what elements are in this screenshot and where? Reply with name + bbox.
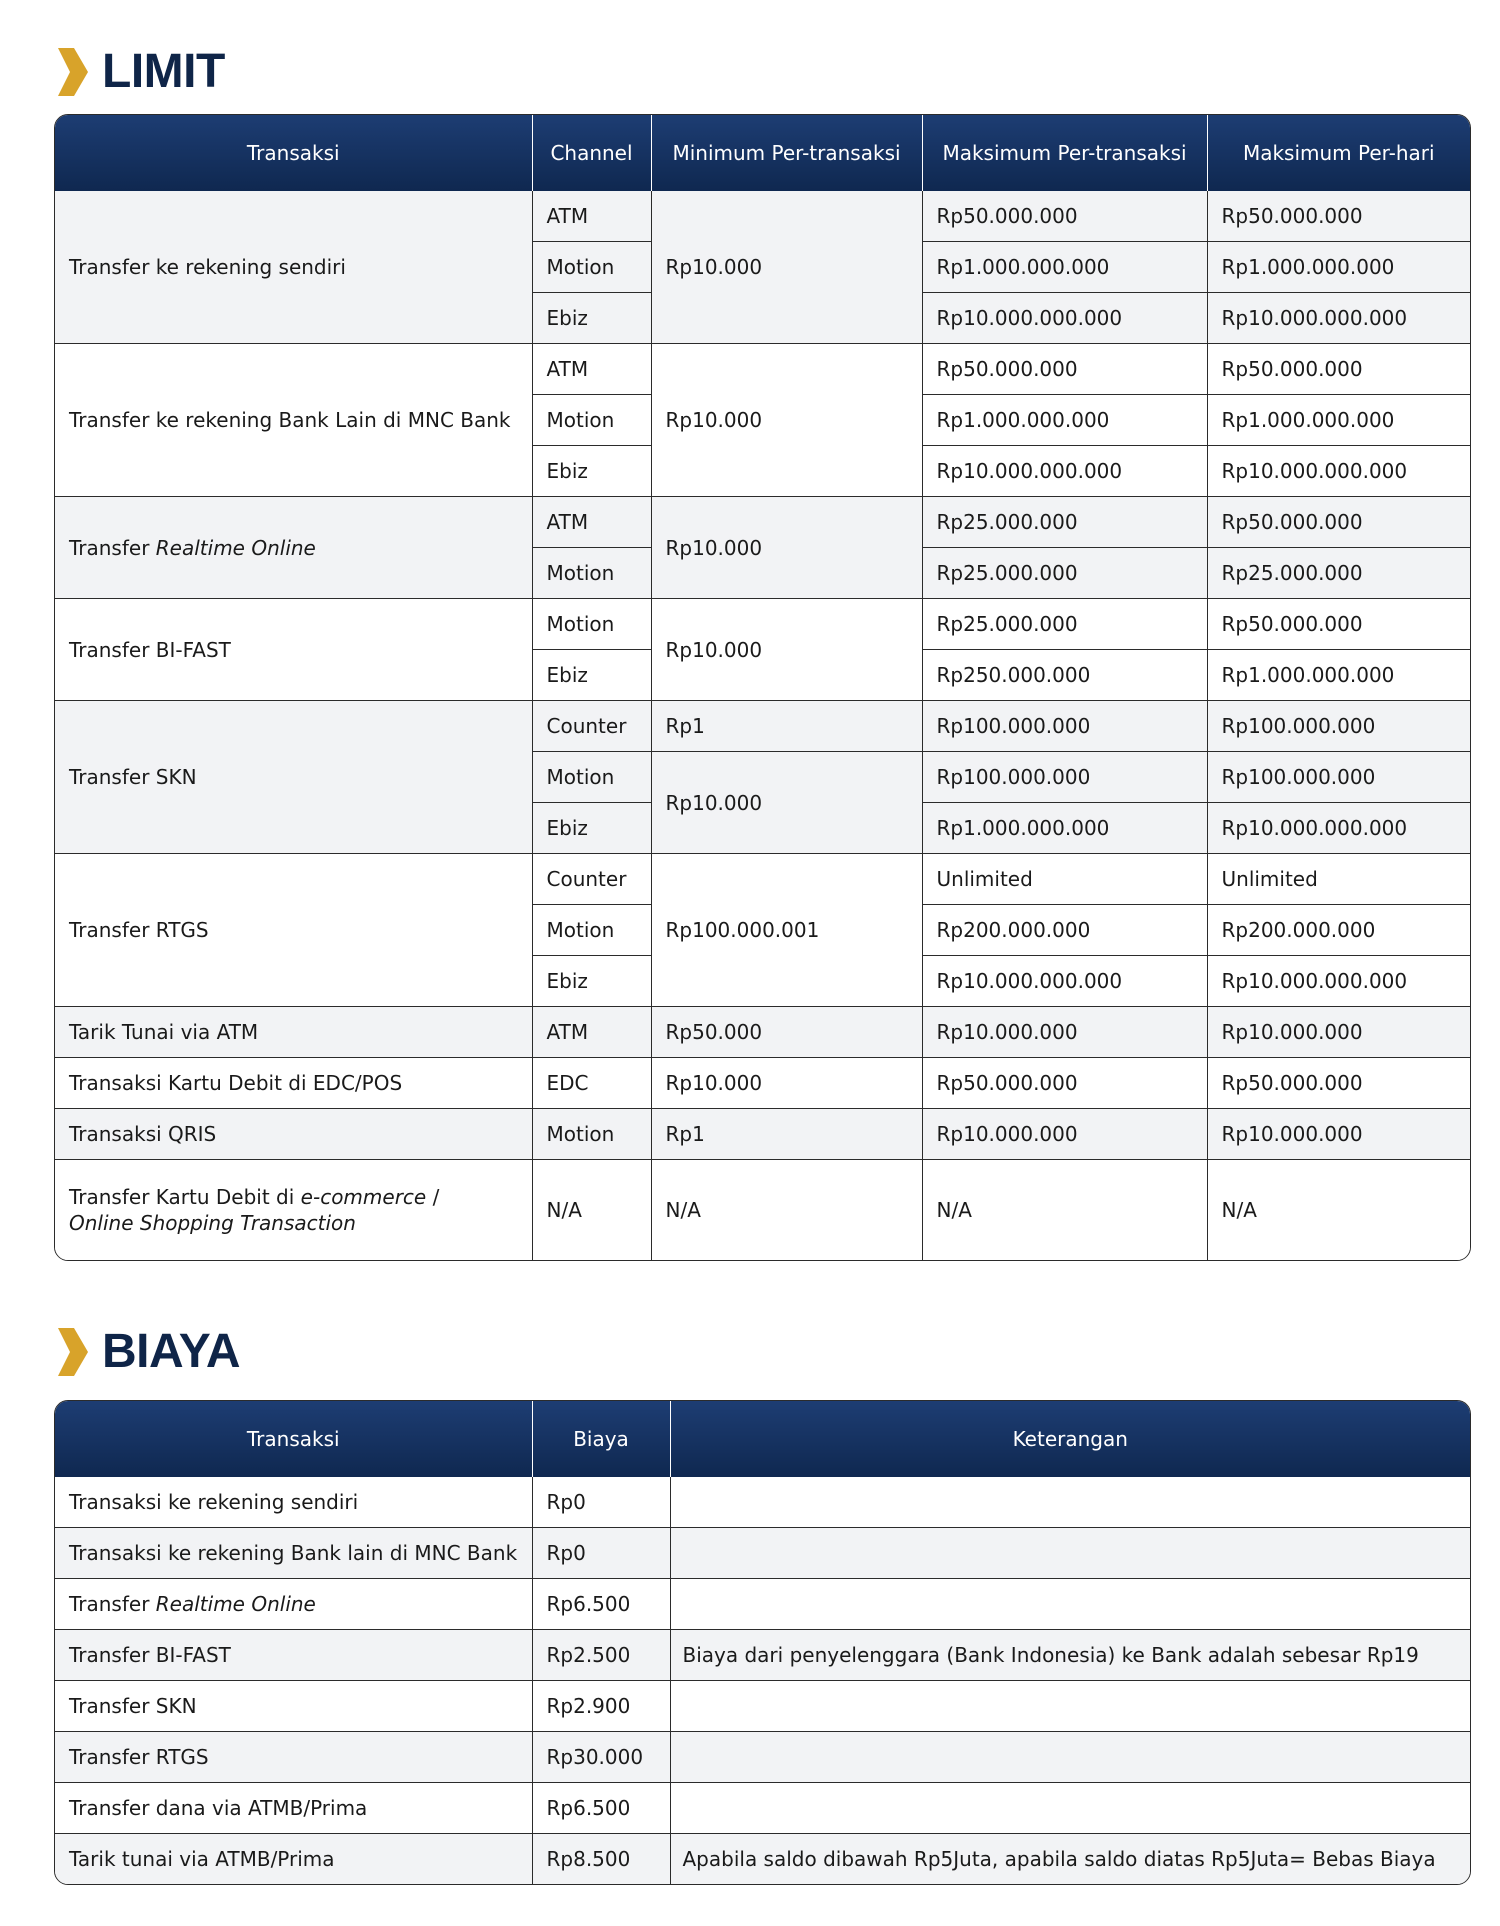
table-row [55,191,1470,242]
chevron-right-icon [56,46,90,98]
channel-cell: Ebiz [532,293,651,344]
label-italic: Online Shopping Transaction [69,1211,356,1235]
channel-cell: Counter [532,701,651,752]
table-row [55,1109,1470,1160]
transaction-label: Transfer ke rekening sendiri [55,191,532,344]
max-tx-cell: Rp1.000.000.000 [922,803,1207,854]
transaction-label: Transfer SKN [55,1681,532,1732]
note-cell [670,1783,1470,1834]
fee-cell: Rp6.500 [532,1579,670,1630]
max-tx-cell: Rp100.000.000 [922,701,1207,752]
label-prefix: Transfer [69,535,156,560]
min-cell: Rp100.000.001 [651,854,922,1007]
transaction-label: Tarik tunai via ATMB/Prima [55,1834,532,1885]
fee-cell: Rp2.500 [532,1630,670,1681]
table-row [55,599,1470,650]
max-tx-cell: Rp1.000.000.000 [922,242,1207,293]
table-row [55,1160,1470,1261]
max-day-cell: Rp50.000.000 [1207,599,1470,650]
table-row [55,1579,1470,1630]
biaya-title: BIAYA [102,1325,241,1378]
table-row [55,701,1470,752]
max-tx-cell: Rp25.000.000 [922,548,1207,599]
note-cell [670,1477,1470,1528]
max-day-cell: Rp10.000.000.000 [1207,446,1470,497]
channel-cell: Motion [532,599,651,650]
max-tx-cell: N/A [922,1160,1207,1261]
max-day-cell: N/A [1207,1160,1470,1261]
channel-cell: ATM [532,497,651,548]
header-maksimum-hari: Maksimum Per-hari [1207,115,1470,191]
table-row [55,1681,1470,1732]
max-tx-cell: Rp25.000.000 [922,497,1207,548]
note-cell [670,1528,1470,1579]
max-tx-cell: Rp200.000.000 [922,905,1207,956]
transaction-label [55,1579,532,1630]
header-transaksi: Transaksi [55,1401,532,1477]
header-maksimum-tx: Maksimum Per-transaksi [922,115,1207,191]
channel-cell: N/A [532,1160,651,1261]
chevron-right-icon [56,1326,90,1378]
channel-cell: Ebiz [532,446,651,497]
fee-cell: Rp0 [532,1528,670,1579]
table-row [55,854,1470,905]
min-cell: Rp10.000 [651,344,922,497]
min-cell: N/A [651,1160,922,1261]
max-tx-cell: Rp10.000.000 [922,1007,1207,1058]
channel-cell: Ebiz [532,803,651,854]
min-cell: Rp50.000 [651,1007,922,1058]
fee-cell: Rp8.500 [532,1834,670,1885]
max-day-cell: Rp10.000.000.000 [1207,956,1470,1007]
channel-cell: Motion [532,1109,651,1160]
transaction-label: Transaksi QRIS [55,1109,532,1160]
channel-cell: ATM [532,191,651,242]
max-tx-cell: Rp10.000.000.000 [922,293,1207,344]
max-tx-cell: Unlimited [922,854,1207,905]
min-cell: Rp10.000 [651,1058,922,1109]
table-row [55,1783,1470,1834]
max-day-cell: Rp10.000.000 [1207,1109,1470,1160]
max-tx-cell: Rp10.000.000.000 [922,446,1207,497]
channel-cell: Ebiz [532,956,651,1007]
note-cell [670,1681,1470,1732]
table-row [55,1477,1470,1528]
max-tx-cell: Rp10.000.000.000 [922,956,1207,1007]
note-cell [670,1732,1470,1783]
max-tx-cell: Rp10.000.000 [922,1109,1207,1160]
limit-title: LIMIT [102,45,225,98]
max-tx-cell: Rp50.000.000 [922,344,1207,395]
transaction-label [55,1160,532,1261]
max-day-cell: Rp10.000.000.000 [1207,293,1470,344]
min-cell: Rp10.000 [651,599,922,701]
table-row [55,497,1470,548]
max-day-cell: Rp10.000.000.000 [1207,803,1470,854]
limit-table [54,114,1471,1261]
biaya-table [54,1400,1471,1885]
transaction-label: Transfer ke rekening Bank Lain di MNC Bank [55,344,532,497]
channel-cell: ATM [532,1007,651,1058]
table-row [55,1007,1470,1058]
fee-cell: Rp0 [532,1477,670,1528]
label-italic: e-commerce [300,1185,427,1209]
min-cell: Rp10.000 [651,752,922,854]
max-day-cell: Rp1.000.000.000 [1207,650,1470,701]
limit-section-title [56,44,225,99]
fee-cell: Rp6.500 [532,1783,670,1834]
channel-cell: Motion [532,752,651,803]
transaction-label [55,497,532,599]
max-day-cell: Unlimited [1207,854,1470,905]
table-row [55,1058,1470,1109]
max-day-cell: Rp50.000.000 [1207,191,1470,242]
table-row [55,1630,1470,1681]
max-tx-cell: Rp50.000.000 [922,1058,1207,1109]
table-row [55,1732,1470,1783]
label-italic: Realtime Online [155,1592,316,1616]
max-tx-cell: Rp100.000.000 [922,752,1207,803]
max-day-cell: Rp50.000.000 [1207,497,1470,548]
transaction-label: Transfer BI-FAST [55,1630,532,1681]
channel-cell: Motion [532,905,651,956]
max-day-cell: Rp25.000.000 [1207,548,1470,599]
biaya-section-title [56,1324,240,1379]
fee-cell: Rp30.000 [532,1732,670,1783]
fee-cell: Rp2.900 [532,1681,670,1732]
transaction-label: Transfer RTGS [55,1732,532,1783]
max-tx-cell: Rp1.000.000.000 [922,395,1207,446]
transaction-label: Transaksi ke rekening Bank lain di MNC Bank [55,1528,532,1579]
header-biaya: Biaya [532,1401,670,1477]
note-cell [670,1579,1470,1630]
min-cell: Rp1 [651,701,922,752]
max-day-cell: Rp100.000.000 [1207,752,1470,803]
max-day-cell: Rp200.000.000 [1207,905,1470,956]
transaction-label: Transaksi ke rekening sendiri [55,1477,532,1528]
min-cell: Rp10.000 [651,191,922,344]
max-tx-cell: Rp50.000.000 [922,191,1207,242]
channel-cell: Motion [532,548,651,599]
transaction-label: Transfer SKN [55,701,532,854]
header-transaksi: Transaksi [55,115,532,191]
max-day-cell: Rp100.000.000 [1207,701,1470,752]
max-day-cell: Rp50.000.000 [1207,344,1470,395]
max-day-cell: Rp1.000.000.000 [1207,242,1470,293]
table-row [55,344,1470,395]
biaya-header-row [55,1401,1470,1477]
channel-cell: Motion [532,242,651,293]
header-minimum: Minimum Per-transaksi [651,115,922,191]
label-prefix: Transfer [69,1592,156,1616]
max-day-cell: Rp50.000.000 [1207,1058,1470,1109]
channel-cell: Counter [532,854,651,905]
table-row [55,1834,1470,1885]
max-day-cell: Rp1.000.000.000 [1207,395,1470,446]
channel-cell: ATM [532,344,651,395]
transaction-label: Tarik Tunai via ATM [55,1007,532,1058]
transaction-label: Transaksi Kartu Debit di EDC/POS [55,1058,532,1109]
transaction-label: Transfer dana via ATMB/Prima [55,1783,532,1834]
note-cell: Biaya dari penyelenggara (Bank Indonesia) ke Bank adalah sebesar Rp19 [670,1630,1470,1681]
label-italic: Realtime Online [155,535,316,560]
max-tx-cell: Rp25.000.000 [922,599,1207,650]
channel-cell: Motion [532,395,651,446]
header-keterangan: Keterangan [670,1401,1470,1477]
min-cell: Rp1 [651,1109,922,1160]
max-tx-cell: Rp250.000.000 [922,650,1207,701]
transaction-label: Transfer RTGS [55,854,532,1007]
channel-cell: Ebiz [532,650,651,701]
table-row [55,1528,1470,1579]
channel-cell: EDC [532,1058,651,1109]
header-channel: Channel [532,115,651,191]
min-cell: Rp10.000 [651,497,922,599]
transaction-label: Transfer BI-FAST [55,599,532,701]
note-cell: Apabila saldo dibawah Rp5Juta, apabila saldo diatas Rp5Juta= Bebas Biaya [670,1834,1470,1885]
limit-header-row [55,115,1470,191]
label-prefix: Transfer Kartu Debit di [69,1185,301,1209]
label-sep: / [426,1185,440,1209]
max-day-cell: Rp10.000.000 [1207,1007,1470,1058]
